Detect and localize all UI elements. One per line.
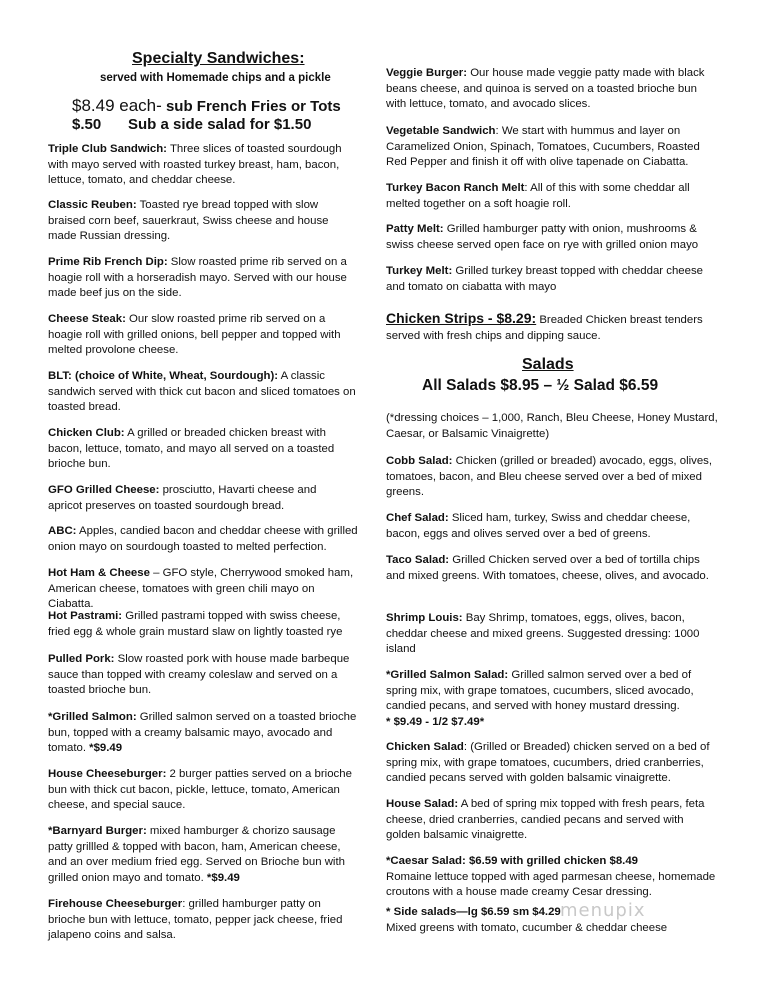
menu-item-desc: mixed hamburger & chorizo sausage patty grillled & topped with bacon, ham, American cheese, and an over medium fried egg. Served on Brioche bun with grilled onion mayo and tomato. bbox=[48, 825, 345, 884]
menu-item-desc: Chicken (grilled or breaded) avocado, eggs, olives, tomatoes, bacon, and Bleu cheese served over a bed of mixed greens. bbox=[386, 455, 713, 498]
menu-item-desc: : (Grilled or Breaded) chicken served on a bed of spring mix, with grape tomatoes, cucumbers, dried cranberries, candied pecans served with golden balsamic vinaigrette. bbox=[386, 741, 710, 784]
menu-item-name: GFO Grilled Cheese: bbox=[48, 484, 160, 496]
chicken-strips-item bbox=[386, 311, 721, 344]
menu-item-desc: Grilled turkey breast topped with cheddar cheese and tomato on ciabatta with mayo bbox=[386, 265, 703, 293]
menu-item-desc: Three slices of toasted sourdough with mayo served with roasted turkey breast, ham, bacon, lettuce, tomato, and cheddar cheese. bbox=[48, 143, 342, 186]
menu-item-desc: Slow roasted prime rib served on a hoagie roll with a horseradish mayo. Served with our house made beef jus on the side. bbox=[48, 256, 347, 299]
menu-item-desc: Toasted rye bread topped with slow braised corn beef, sauerkraut, Swiss cheese and house made Russian dressing. bbox=[48, 199, 329, 242]
menu-item-name: Shrimp Louis: bbox=[386, 612, 463, 624]
menu-item-name: Turkey Melt: bbox=[386, 265, 453, 277]
menu-item-desc: A classic sandwich served with thick cut bacon and sliced tomatoes on toasted bread. bbox=[48, 370, 356, 413]
menu-item bbox=[386, 181, 716, 212]
menu-item bbox=[48, 609, 360, 640]
menu-item-desc: : All of this with some cheddar all melted together on a soft hoagie roll. bbox=[386, 182, 690, 210]
menu-item-name: Chicken Salad bbox=[386, 741, 464, 753]
dressing-note: (*dressing choices – 1,000, Ranch, Bleu Cheese, Honey Mustard, Caesar, or Balsamic Vinaigrette) bbox=[386, 412, 718, 440]
menu-item-name: ABC: bbox=[48, 525, 77, 537]
menu-item-price: *$9.49 bbox=[203, 871, 240, 884]
menu-item-desc: Grilled hamburger patty with onion, mushrooms & swiss cheese served open face on rye with grilled onion mayo bbox=[386, 223, 699, 251]
menu-item bbox=[48, 767, 353, 814]
menu-item bbox=[386, 553, 716, 584]
menu-item-desc: Sliced ham, turkey, Swiss and cheddar cheese, bacon, eggs and olives served over a bed of greens. bbox=[386, 512, 691, 540]
menu-item-name: Firehouse Cheeseburger bbox=[48, 898, 183, 910]
menu-item bbox=[386, 222, 721, 253]
menu-item-desc: : grilled hamburger patty on brioche bun with lettuce, tomato, pepper jack cheese, fried jalapeno coins and salsa. bbox=[48, 898, 343, 941]
menu-item-desc: Bay Shrimp, tomatoes, eggs, olives, bacon, cheddar cheese and mixed greens. Suggested dressing: 1000 island bbox=[386, 612, 700, 655]
menu-item-desc: Breaded Chicken breast tenders served with fresh chips and dipping sauce. bbox=[386, 314, 703, 342]
menu-item-name: Vegetable Sandwich bbox=[386, 125, 496, 137]
menu-item-name: Hot Ham & Cheese bbox=[48, 567, 150, 579]
menu-item-name: *Barnyard Burger: bbox=[48, 825, 147, 837]
menu-item-name: House Salad: bbox=[386, 798, 459, 810]
menu-item-desc: A grilled or breaded chicken breast with bacon, lettuce, tomato, and mayo all served on a toasted brioche bun. bbox=[48, 427, 335, 470]
menu-item-desc: Our house made veggie patty made with black beans cheese, and quinoa is served on a toasted brioche bun with lettuce, tomato, and avocado slices. bbox=[386, 67, 705, 110]
salads-title: Salads bbox=[522, 356, 574, 373]
menu-item-desc: Apples, candied bacon and cheddar cheese with grilled onion mayo on sourdough toasted to melted perfection. bbox=[48, 525, 358, 553]
menu-item-desc: A bed of spring mix topped with fresh pears, feta cheese, dried cranberries, candied pecans and served with golden balsamic vinaigrette. bbox=[386, 798, 705, 841]
menu-item-name: Chicken Club: bbox=[48, 427, 125, 439]
menu-item bbox=[48, 710, 358, 757]
menu-item-name: Turkey Bacon Ranch Melt bbox=[386, 182, 525, 194]
menu-item-desc: – GFO style, Cherrywood smoked ham, American cheese, tomatoes with green chili mayo on Ciabatta. bbox=[48, 567, 354, 610]
sandwiches-title: Specialty Sandwiches: bbox=[132, 50, 305, 67]
menu-item-name: Cheese Steak: bbox=[48, 313, 126, 325]
menu-item bbox=[48, 566, 360, 613]
menu-item bbox=[48, 142, 358, 189]
menu-item-name: BLT: (choice of White, Wheat, Sourdough): bbox=[48, 370, 279, 382]
menu-item-name: Taco Salad: bbox=[386, 554, 450, 566]
menu-item bbox=[48, 426, 353, 473]
menu-item-desc: Slow roasted pork with house made barbeque sauce than topped with creamy coleslaw and served on a toasted brioche bun. bbox=[48, 653, 350, 696]
menu-item-desc: : We start with hummus and layer on Caramelized Onion, Spinach, Tomatoes, Cucumbers, Roasted Red Pepper and finish it off with olive tapenade on Ciabatta. bbox=[386, 125, 700, 168]
menu-item-name: Veggie Burger: bbox=[386, 67, 468, 79]
menu-item-name: Patty Melt: bbox=[386, 223, 444, 235]
menu-item bbox=[48, 824, 360, 886]
menu-item-name: Triple Club Sandwich: bbox=[48, 143, 167, 155]
menu-item-desc: Grilled salmon served on a toasted brioche bun, topped with a creamy balsamic mayo, avocado and tomato. bbox=[48, 711, 357, 754]
menu-item-name: Pulled Pork: bbox=[48, 653, 115, 665]
menu-item-name: Prime Rib French Dip: bbox=[48, 256, 168, 268]
menu-item-desc: 2 burger patties served on a brioche bun with thick cut bacon, pickle, lettuce, tomato, American cheese, and special sauce. bbox=[48, 768, 352, 811]
menu-item-desc: Romaine lettuce topped with aged parmesan cheese, homemade croutons with a house made creamy Cesar dressing. bbox=[386, 870, 716, 898]
menu-item-name: Classic Reuben: bbox=[48, 199, 137, 211]
menu-item-name: Chef Salad: bbox=[386, 512, 449, 524]
menu-item bbox=[386, 124, 716, 171]
menu-item bbox=[386, 854, 721, 901]
menu-item bbox=[48, 897, 358, 944]
menu-item-name: *Caesar Salad: $6.59 with grilled chicken $8.49 bbox=[386, 855, 638, 867]
menu-item bbox=[48, 483, 348, 514]
menu-item-name: *Grilled Salmon: bbox=[48, 711, 137, 723]
menu-item bbox=[386, 454, 716, 501]
menu-item-name: Chicken Strips - $8.29: bbox=[386, 310, 537, 326]
sandwiches-side-salad-line: Sub a side salad for $1.50 bbox=[128, 116, 312, 133]
menu-item bbox=[48, 255, 348, 302]
menu-item bbox=[386, 668, 716, 730]
menu-item-desc: Grilled Chicken served over a bed of tortilla chips and mixed greens. With tomatoes, cheese, olives, and avocado. bbox=[386, 554, 709, 582]
menu-item-desc: Grilled pastrami topped with swiss cheese, fried egg & whole grain mustard slaw on lightly toasted rye bbox=[48, 610, 343, 638]
menu-item bbox=[48, 369, 360, 416]
menu-item bbox=[386, 905, 721, 936]
menu-item bbox=[386, 511, 716, 542]
menu-item bbox=[48, 198, 353, 245]
watermark: menupix bbox=[560, 900, 646, 921]
menu-item bbox=[48, 312, 358, 359]
menu-item bbox=[48, 524, 360, 555]
menu-item bbox=[386, 797, 716, 844]
menu-item-price: * $9.49 - 1/2 $7.49* bbox=[386, 715, 485, 728]
menu-item bbox=[386, 66, 716, 113]
menu-item bbox=[386, 611, 721, 658]
menu-item bbox=[386, 264, 721, 295]
sandwiches-subtitle: served with Homemade chips and a pickle bbox=[100, 72, 331, 84]
menu-item bbox=[48, 652, 353, 699]
sandwiches-price-line: $8.49 each- sub French Fries or Tots $.50 bbox=[72, 96, 341, 133]
menu-item-name: House Cheeseburger: bbox=[48, 768, 167, 780]
salads-price-line: All Salads $8.95 – ½ Salad $6.59 bbox=[422, 377, 659, 394]
menu-item-name: * Side salads—lg $6.59 sm $4.29 bbox=[386, 906, 561, 918]
menu-item-name: Cobb Salad: bbox=[386, 455, 453, 467]
menu-item-price: *$9.49 bbox=[86, 742, 123, 754]
menu-item-desc: Mixed greens with tomato, cucumber & cheddar cheese bbox=[386, 921, 668, 934]
menu-item-desc: prosciutto, Havarti cheese and apricot preserves on toasted sourdough bread. bbox=[48, 484, 317, 512]
menu-item-name: *Grilled Salmon Salad: bbox=[386, 669, 509, 681]
menu-item-desc: Grilled salmon served over a bed of spring mix, with grape tomatoes, cucumbers, sliced avocado, candied pecans, and served with honey mustard dressing. bbox=[386, 669, 694, 712]
menu-item-name: Hot Pastrami: bbox=[48, 610, 123, 622]
menu-item bbox=[386, 740, 721, 787]
menu-item-desc: Our slow roasted prime rib served on a hoagie roll with grilled onions, bell pepper and topped with melted provolone cheese. bbox=[48, 313, 341, 356]
